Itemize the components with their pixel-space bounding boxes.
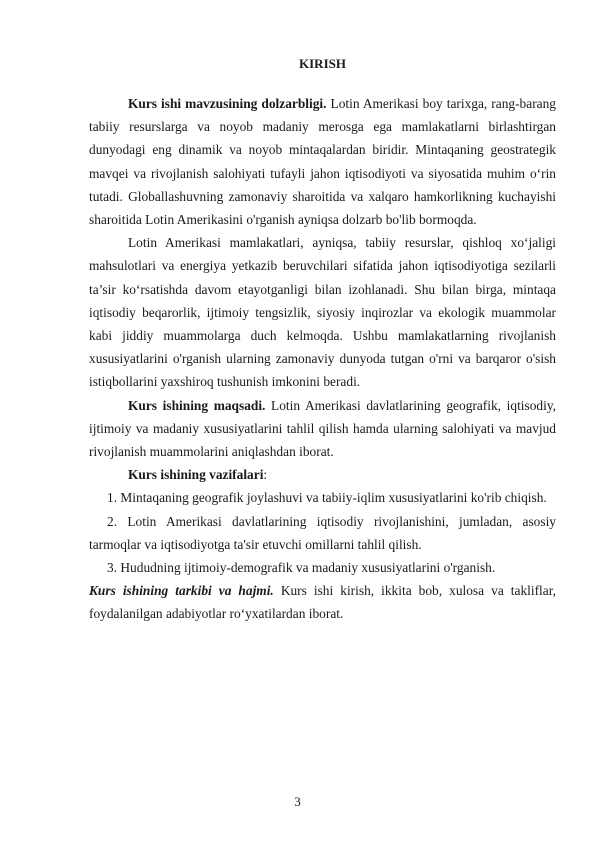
relevance-paragraph bbox=[89, 92, 556, 231]
context-paragraph: Lotin Amerikasi mamlakatlari, ayniqsa, tabiiy resurslar, qishloq xo‘jaligi mahsulotlari va energiya yetkazib beruvchilari sifatida jahon iqtisodiyotiga sezilarli ta’sir ko‘rsatishda davom etayotganligi bilan izohlanadi. Shu bilan birga, mintaqa iqtisodiy beqarorlik, ijtimoiy tengsizlik, siyosiy inqirozlar va ekologik muammolar kabi jiddiy muammolarga duch kelmoqda. Ushbu mamlakatlarning rivojlanish xususiyatlarini o'rganish ularning zamonaviy dunyoda tutgan o'rni va barqaror o'sish istiqbollarini yaxshiroq tushunish imkonini beradi. bbox=[89, 235, 556, 390]
page-body bbox=[89, 55, 556, 626]
task-item: 2. Lotin Amerikasi davlatlarining iqtisodiy rivojlanishini, jumladan, asosiy tarmoqlar va iqtisodiyotga ta'sir etuvchi omillarni tahlil qilish. bbox=[89, 513, 556, 552]
task-item: 3. Hududning ijtimoiy-demografik va madaniy xususiyatlarini o'rganish. bbox=[107, 560, 496, 576]
goal-heading: Kurs ishining maqsadi. bbox=[128, 397, 266, 413]
goal-paragraph bbox=[89, 394, 556, 464]
tasks-colon: : bbox=[263, 467, 268, 483]
task-item: 1. Mintaqaning geografik joylashuvi va tabiiy-iqlim xususiyatlarini ko'rib chiqish. bbox=[107, 490, 547, 506]
tasks-heading: Kurs ishining vazifalari bbox=[128, 467, 264, 483]
page-number: 3 bbox=[294, 794, 301, 809]
relevance-heading: Kurs ishi mavzusining dolzarbligi. bbox=[128, 96, 327, 111]
section-title: KIRISH bbox=[299, 56, 346, 71]
structure-paragraph bbox=[89, 579, 556, 625]
relevance-text: Lotin Amerikasi boy tarixga, rang-barang tabiiy resurslarga va noyob madaniy merosga ega mamlakatlarni birlashtirgan dunyodagi eng dinamik va noyob mintaqalardan biridir. Mintaqaning geostrategik mavqei va rivojlanish salohiyati tufayli jahon iqtisodiyoti va siyosatida muhim o‘rin tutadi. Globallashuvning zamonaviy sharoitida va xalqaro hamkorlikning kuchayishi sharoitida Lotin Amerikasini o'rganish ayniqsa dolzarb bo'lib bormoqda. bbox=[89, 96, 556, 228]
structure-text: Kurs ishi kirish, ikkita bob, xulosa va takliflar, foydalanilgan adabiyotlar ro‘yxatilardan iborat. bbox=[89, 583, 556, 622]
structure-heading: Kurs ishining tarkibi va hajmi. bbox=[89, 583, 274, 599]
tasks-heading-line bbox=[89, 463, 556, 486]
goal-text: Lotin Amerikasi davlatlarining geografik, iqtisodiy, ijtimoiy va madaniy xususiyatlarini tahlil qilish hamda ularning salohiyati va mavjud rivojlanish muammolarini aniqlashdan iborat. bbox=[89, 397, 557, 460]
